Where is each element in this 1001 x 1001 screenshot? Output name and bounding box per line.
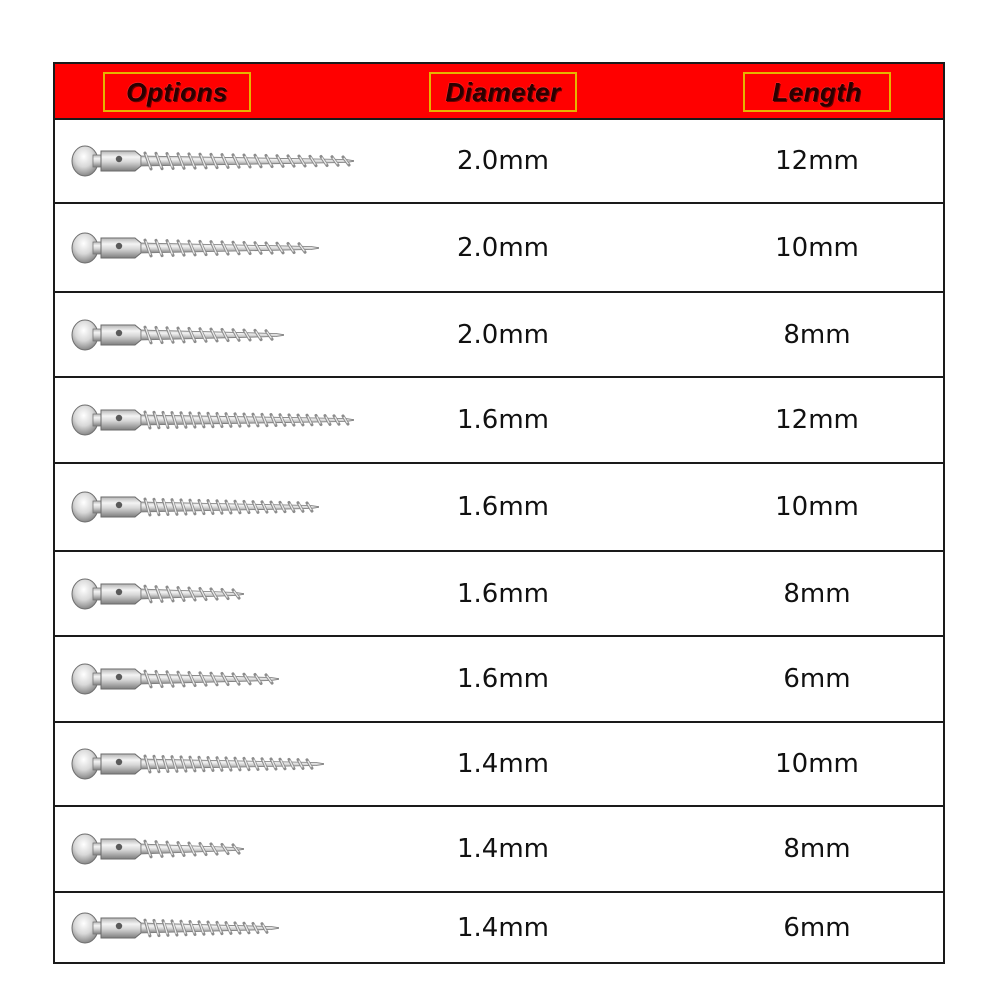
length-cell: 8mm [783,578,851,609]
screw-spec-table [53,62,945,964]
screw-icon [71,906,279,950]
diameter-cell: 2.0mm [456,232,549,263]
header-diameter: Diameter [429,72,577,112]
length-cell: 8mm [783,319,851,350]
table-row [55,378,943,464]
diameter-cell: 1.6mm [456,405,549,435]
length-cell: 6mm [783,912,851,943]
length-cell: 10mm [775,232,859,263]
length-cell: 10mm [775,492,859,522]
diameter-cell: 1.6mm [456,492,549,522]
table-row [55,204,943,293]
diameter-cell: 1.6mm [456,578,549,609]
table-row [55,120,943,204]
table-row [55,807,943,893]
screw-icon [71,313,284,357]
diameter-cell: 1.4mm [456,912,549,943]
diameter-cell: 2.0mm [456,319,549,350]
screw-icon [71,827,244,871]
diameter-cell: 1.4mm [456,834,549,864]
screw-icon [71,226,319,270]
diameter-cell: 1.6mm [456,664,549,694]
length-cell: 12mm [775,405,859,435]
table-row [55,637,943,723]
diameter-cell: 1.4mm [456,749,549,779]
length-cell: 8mm [783,834,851,864]
screw-icon [71,485,319,529]
header-options: Options [103,72,251,112]
screw-icon [71,742,324,786]
screw-icon [71,572,244,616]
length-cell: 12mm [775,146,859,176]
diameter-cell: 2.0mm [456,146,549,176]
screw-icon [71,139,354,183]
table-row [55,464,943,552]
table-header [55,64,943,120]
table-row [55,293,943,378]
table-row [55,893,943,962]
length-cell: 10mm [775,749,859,779]
header-length: Length [743,72,891,112]
screw-icon [71,398,354,442]
length-cell: 6mm [783,664,851,694]
screw-icon [71,657,279,701]
table-row [55,552,943,637]
table-row [55,723,943,807]
